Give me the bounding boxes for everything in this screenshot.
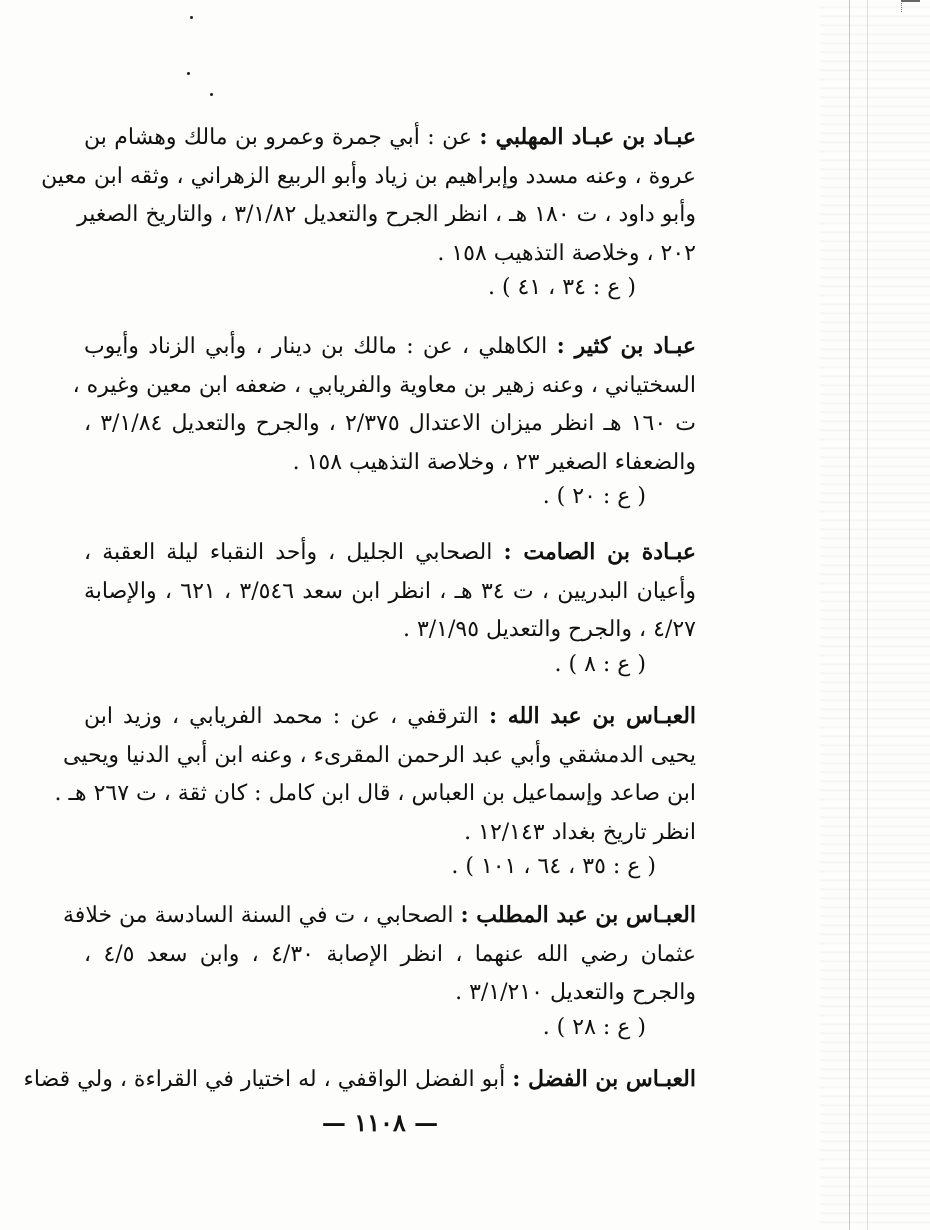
entry-heading: العبـاس بن عبد المطلب : [460, 902, 696, 928]
entry-line: عروة ، وعنه مسدد وإبراهيم بن زياد وأبو الربيع الزهراني ، وثقه ابن معين [41, 163, 696, 189]
entry-ubada-ibn-al-samit [84, 533, 696, 680]
entry-text: الصحابي الجليل ، وأحد النقباء ليلة العقبة ، [84, 540, 493, 565]
entry-abbad-ibn-abbad [41, 118, 697, 303]
scan-edge-line [849, 0, 850, 1230]
entry-text: الترقفي ، عن : محمد الفريابي ، وزيد ابن [84, 704, 479, 729]
scan-edge-line [867, 0, 868, 1230]
entry-text: الصحابي ، ت في السنة السادسة من خلافة [63, 903, 454, 928]
entry-heading: العبـاس بن الفضل : [512, 1066, 696, 1092]
entry-al-abbas-ibn-al-fadl [23, 1060, 696, 1100]
entry-line: والجرح والتعديل ٣/١/٢١٠ . [455, 980, 696, 1005]
entry-line: يحيى الدمشقي وأبي عبد الرحمن المقرىء ، وعنه ابن أبي الدنيا ويحيى [63, 742, 696, 768]
scan-edge-noise [820, 0, 930, 1230]
page-number: — ١١٠٨ — [321, 1108, 439, 1137]
entry-reference: ( ع : ٨ ) . [554, 651, 646, 677]
entry-text: الكاهلي ، عن : مالك بن دينار ، وأبي الزناد وأيوب [84, 334, 548, 359]
entry-line: ابن صاعد وإسماعيل بن العباس ، قال ابن كامل : كان ثقة ، ت ٢٦٧ هـ . [54, 781, 696, 806]
entry-reference: ( ع : ٢٨ ) . [542, 1014, 646, 1040]
entry-heading: العبـاس بن عبد الله : [488, 703, 697, 729]
speck [190, 16, 193, 19]
entry-line: عثمان رضي الله عنهما ، انظر الإصابة ٤/٣٠ ، وابن سعد ٤/٥ ، [84, 941, 696, 967]
entry-line: وأعيان البدريين ، ت ٣٤ هـ ، انظر ابن سعد ٣/٥٤٦ ، ٦٢١ ، والإصابة [84, 578, 697, 604]
entry-line: ٤/٢٧ ، والجرح والتعديل ٣/١/٩٥ . [402, 617, 696, 642]
entry-line: ٢٠٢ ، وخلاصة التذهيب ١٥٨ . [437, 240, 696, 266]
corner-mark [901, 0, 920, 12]
entry-reference: ( ع : ٢٠ ) . [542, 484, 646, 509]
entry-abbad-ibn-kathir [72, 327, 696, 512]
entry-line [84, 697, 696, 737]
entry-line: ت ١٦٠ هـ انظر ميزان الاعتدال ٢/٣٧٥ ، والجرح والتعديل ٣/١/٨٤ ، [84, 411, 696, 436]
entry-reference: ( ع : ٣٤ ، ٤١ ) . [487, 275, 636, 300]
entry-line: والضعفاء الصغير ٢٣ ، وخلاصة التذهيب ١٥٨ . [292, 449, 696, 475]
entry-text: عن : أبي جمرة وعمرو بن مالك وهشام بن [84, 125, 472, 150]
entry-al-abbas-ibn-abd-al-muttalib [63, 896, 696, 1043]
entry-line: السختياني ، وعنه زهير بن معاوية والفريابي ، ضعفه ابن معين وغيره ، [72, 372, 696, 398]
entry-heading: عبـاد بن كثير : [556, 333, 696, 359]
entry-text: أبو الفضل الواقفي ، له اختيار في القراءة ، ولي قضاء [23, 1067, 506, 1092]
entry-line [84, 533, 696, 573]
entry-heading: عبـاد بن عبـاد المهلبي : [479, 124, 697, 150]
entry-line [23, 1060, 696, 1100]
entry-line [63, 896, 696, 936]
entry-line [84, 118, 696, 158]
entry-line: وأبو داود ، ت ١٨٠ هـ ، انظر الجرح والتعديل ٣/١/٨٢ ، والتاريخ الصغير [77, 202, 696, 227]
speck [187, 72, 190, 75]
entry-reference: ( ع : ٣٥ ، ٦٤ ، ١٠١ ) . [451, 854, 656, 879]
speck [210, 93, 213, 96]
entry-line: انظر تاريخ بغداد ١٢/١٤٣ . [464, 819, 696, 845]
entry-line [84, 327, 696, 367]
entry-heading: عبـادة بن الصامت : [503, 539, 696, 565]
entry-al-abbas-ibn-abdallah [54, 697, 697, 882]
